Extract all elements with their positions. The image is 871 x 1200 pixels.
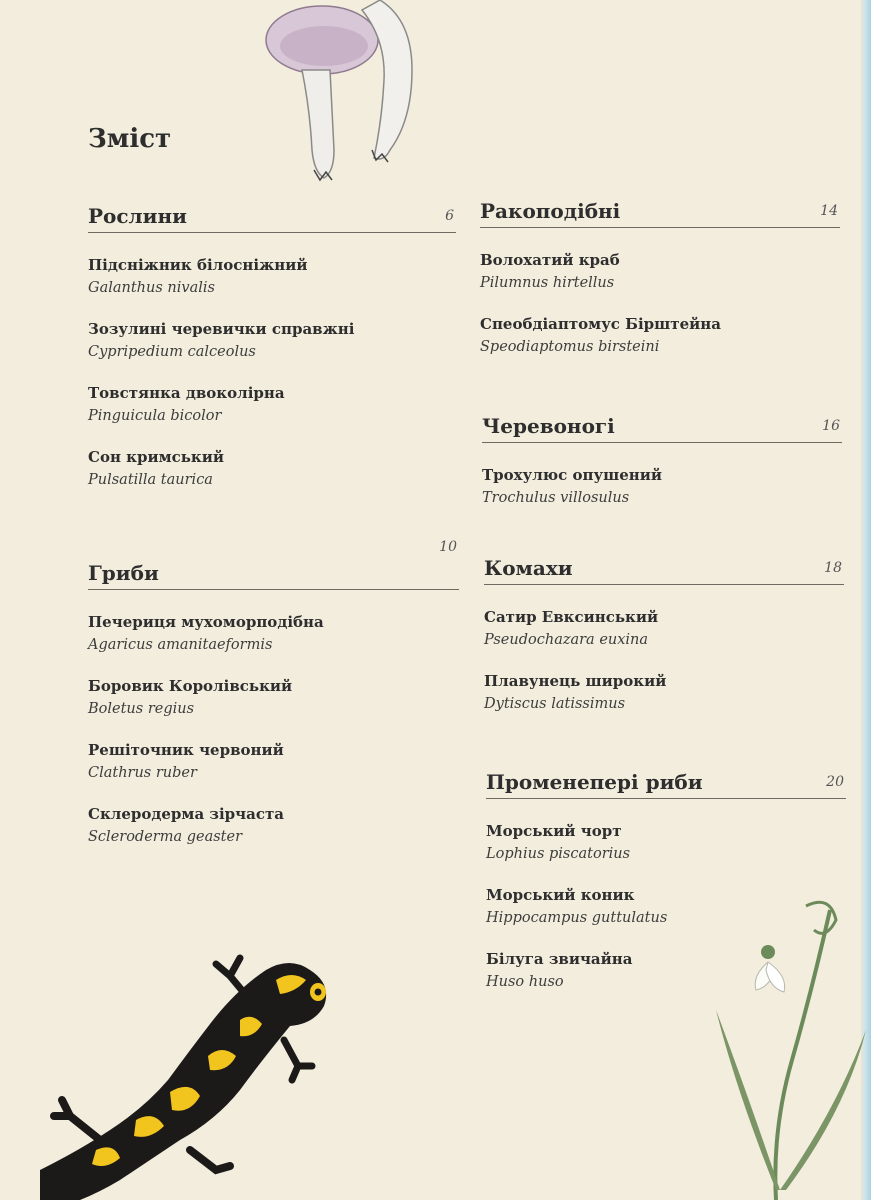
entry-common-name: Морський чорт: [486, 822, 622, 840]
section-plants: [88, 202, 456, 491]
entry-common-name: Білуга звичайна: [486, 950, 633, 968]
entry-common-name: Плавунець широкий: [484, 672, 667, 690]
entry-common-name: Боровик Королівський: [88, 677, 293, 695]
toc-entry[interactable]: [88, 610, 459, 656]
toc-entry[interactable]: [482, 463, 842, 509]
toc-entry[interactable]: [88, 674, 459, 720]
section-header: [88, 539, 459, 590]
entry-list: [484, 605, 844, 715]
section-fungi: [88, 539, 459, 848]
mushroom-illustration: [262, 0, 442, 190]
entry-common-name: Решіточник червоний: [88, 741, 284, 759]
toc-entry[interactable]: [88, 445, 456, 491]
entry-latin-name: Speodiaptomus birsteini: [480, 339, 660, 355]
section-crustaceans: [480, 197, 840, 358]
entry-common-name: Трохулюс опушений: [482, 466, 662, 484]
section-title: Ракоподібні: [480, 199, 621, 223]
section-title: Рослини: [88, 204, 187, 228]
toc-entry[interactable]: [88, 381, 456, 427]
section-header: [484, 554, 844, 585]
entry-latin-name: Pilumnus hirtellus: [480, 275, 615, 291]
toc-entry[interactable]: [480, 312, 840, 358]
entry-common-name: Товстянка двоколірна: [88, 384, 285, 402]
entry-latin-name: Pinguicula bicolor: [88, 408, 222, 424]
section-page-number: 6: [445, 208, 454, 224]
entry-common-name: Підсніжник білосніжний: [88, 256, 308, 274]
entry-list: [480, 248, 840, 358]
entry-common-name: Морський коник: [486, 886, 635, 904]
entry-common-name: Печериця мухоморподібна: [88, 613, 324, 631]
section-header: [480, 197, 840, 228]
toc-entry[interactable]: [88, 317, 456, 363]
section-insects: [484, 554, 844, 715]
section-page-number: 10: [439, 539, 457, 555]
section-header: [88, 202, 456, 233]
entry-list: [88, 610, 459, 848]
toc-entry[interactable]: [88, 802, 459, 848]
entry-common-name: Сатир Евксинський: [484, 608, 659, 626]
toc-title: Зміст: [88, 124, 172, 154]
entry-latin-name: Lophius piscatorius: [486, 846, 631, 862]
section-gastropods: [482, 412, 842, 509]
toc-entry[interactable]: [88, 738, 459, 784]
entry-latin-name: Boletus regius: [88, 701, 195, 717]
entry-latin-name: Huso huso: [486, 974, 564, 990]
entry-list: [88, 253, 456, 491]
entry-list: [482, 463, 842, 509]
entry-latin-name: Dytiscus latissimus: [484, 696, 626, 712]
section-title: Променепері риби: [486, 770, 703, 794]
toc-entry[interactable]: [486, 819, 846, 865]
section-title: Гриби: [88, 561, 159, 585]
entry-latin-name: Scleroderma geaster: [88, 829, 243, 845]
entry-latin-name: Clathrus ruber: [88, 765, 197, 781]
section-page-number: 14: [820, 203, 838, 219]
entry-latin-name: Cypripedium calceolus: [88, 344, 256, 360]
snowdrop-illustration: [696, 890, 871, 1200]
section-header: [482, 412, 842, 443]
entry-common-name: Сон кримський: [88, 448, 225, 466]
section-title: Комахи: [484, 556, 573, 580]
section-page-number: 16: [822, 418, 840, 434]
entry-latin-name: Trochulus villosulus: [482, 490, 630, 506]
toc-entry[interactable]: [480, 248, 840, 294]
section-page-number: 20: [826, 774, 844, 790]
entry-common-name: Спеобдіаптомус Бірштейна: [480, 315, 721, 333]
entry-latin-name: Hippocampus guttulatus: [486, 910, 668, 926]
entry-latin-name: Pulsatilla taurica: [88, 472, 213, 488]
entry-common-name: Зозулині черевички справжні: [88, 320, 355, 338]
entry-common-name: Волохатий краб: [480, 251, 620, 269]
entry-latin-name: Galanthus nivalis: [88, 280, 215, 296]
toc-entry[interactable]: [88, 253, 456, 299]
section-page-number: 18: [824, 560, 842, 576]
toc-entry[interactable]: [484, 669, 844, 715]
entry-common-name: Склеродерма зірчаста: [88, 805, 284, 823]
entry-latin-name: Agaricus amanitaeformis: [88, 637, 273, 653]
entry-latin-name: Pseudochazara euxina: [484, 632, 649, 648]
section-title: Черевоногі: [482, 414, 615, 438]
fire-salamander-illustration: [40, 940, 340, 1200]
toc-entry[interactable]: [484, 605, 844, 651]
section-header: [486, 768, 846, 799]
